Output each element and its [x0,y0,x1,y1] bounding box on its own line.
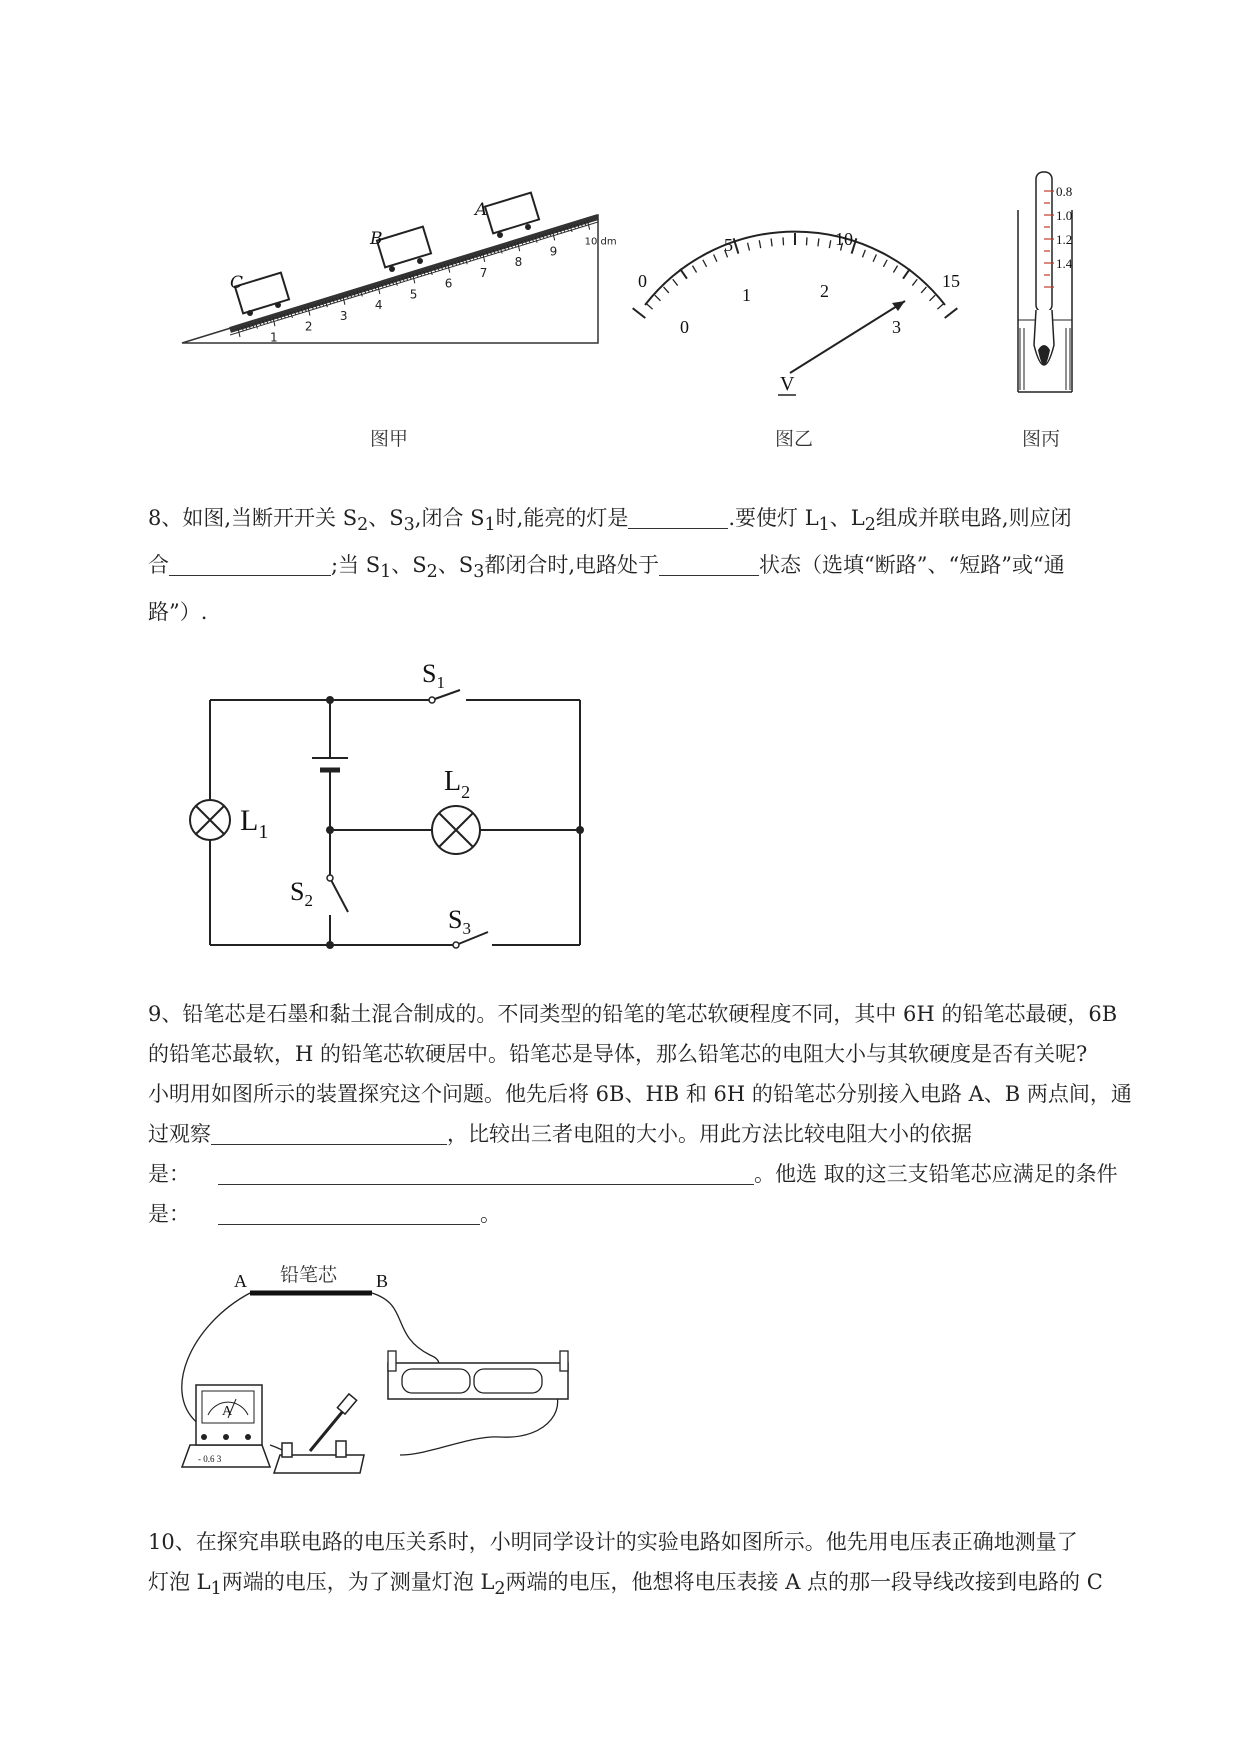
cart-a [485,193,539,238]
meter-tick [873,254,876,261]
meter-tick [937,304,943,309]
lamp-l1 [190,800,230,840]
point-c-label: C [230,273,244,293]
meter-tick [883,260,887,267]
q9-line-6: 是： 。 [148,1202,501,1226]
q8-blank-1[interactable] [628,504,728,529]
question-9 [148,994,1158,1234]
meter-tick [771,238,772,246]
meter-tick [893,266,897,273]
q9-blank-1[interactable] [211,1120,447,1145]
meter-tick [930,295,936,301]
meter-tick [818,238,819,246]
meter-tick [945,308,958,318]
q10-line-2: 灯泡 $L_1$两端的电压，为了测量灯泡 $L_2$两端的电压，他想将电压表接 A 点的那一段导线改接到电路的 C [148,1570,1103,1600]
switch-s2-blade [330,878,348,912]
upper-scale-0: 0 [638,271,647,291]
scale-1-2: 1.2 [1056,232,1073,247]
q8-blank-3[interactable] [659,551,759,576]
cart-b [377,227,431,272]
figure-yi-voltmeter [620,225,980,465]
knife-switch [274,1394,364,1473]
scale-1-0: 1.0 [1056,208,1073,223]
meter-tick [680,269,687,279]
unit-v-label: V [780,373,795,395]
meter-tick [921,287,926,293]
figure-q8-circuit [170,650,610,970]
meter-tick [664,287,669,293]
ruler-number: 1 [269,330,278,345]
ruler-number: 9 [549,244,558,259]
q10-line-1: 10、在探究串联电路的电压关系时，小明同学设计的实验电路如图所示。他先用电压表正确地测量了 [148,1530,1078,1554]
meter-ticks [633,233,958,318]
figure-q9-apparatus [170,1255,610,1485]
question-10 [148,1522,1158,1609]
meter-tick [655,295,661,301]
upper-scale-5: 5 [724,235,733,255]
q8-line-1: 8、如图,当断开开关 $S_2$、$S_3$,闭合 $S_1$时,能亮的灯是 .要使灯 $L_1$、$L_2$组成并联电路,则应闭 [148,506,1072,536]
meter-tick [633,308,646,318]
ruler-number: 6 [444,276,453,291]
lamp-l2 [432,806,480,854]
meter-tick [903,269,910,279]
label-l2: $L_2$ [444,766,471,802]
pencil-lead-label: 铅笔芯 [280,1264,338,1286]
ruler-number: 10 dm [584,236,617,248]
scale-0-8: 0.8 [1056,184,1073,199]
meter-tick [829,240,830,248]
ruler-number: 3 [339,308,348,323]
q8-line-3: 路”）. [148,600,208,625]
meter-tick [759,240,760,248]
label-s1: $S_1$ [422,659,445,692]
lower-scale-0: 0 [680,317,689,337]
q9-blank-2[interactable] [218,1160,754,1185]
q9-line-1: 9、铅笔芯是石墨和黏土混合制成的。不同类型的铅笔的笔芯软硬程度不同，其中 6H 的铅笔芯最硬，6B [148,1002,1118,1026]
q9-line-4: 过观察 ，比较出三者电阻的大小。用此方法比较电阻大小的依据 [148,1122,972,1146]
meter-tick [912,279,917,285]
figure-bing-hydrometer [1000,170,1110,460]
ruler-number: 8 [514,255,523,270]
q9-line-3: 小明用如图所示的装置探究这个问题。他先后将 6B、HB 和 6H 的铅笔芯分别接入电路 A、B 两点间，通 [148,1082,1132,1106]
upper-scale-10: 10 [835,229,853,249]
q9-line-2: 的铅笔芯最软，H 的铅笔芯软硬居中。铅笔芯是导体，那么铅笔芯的电阻大小与其软硬度是否有关呢? [148,1042,1088,1066]
meter-tick [692,266,696,273]
point-b: B [376,1271,389,1291]
q9-blank-3[interactable] [218,1200,480,1225]
question-8 [148,498,1158,632]
ruler-number: 7 [479,265,488,280]
meter-tick [748,243,750,251]
meter-needle [790,301,905,373]
meter-tick [673,279,678,285]
point-a: A [234,1271,247,1291]
meter-tick [647,304,653,309]
caption-jia: 图甲 [370,428,409,450]
q9-line-5: 是： 。他选 取的这三支铅笔芯应满足的条件 [148,1162,1118,1186]
needle-arrowhead [892,301,905,311]
upper-scale-15: 15 [942,271,960,291]
meter-tick [714,254,717,261]
cart-c [235,273,289,316]
q8-blank-2[interactable] [169,551,331,576]
ruler-number: 2 [304,319,313,334]
ammeter-symbol: A [222,1404,233,1419]
scale-1-4: 1.4 [1056,256,1073,271]
caption-yi: 图乙 [775,428,814,450]
ruler-number: 5 [409,287,418,302]
lower-scale-2: 2 [820,281,829,301]
point-b-label: B [370,229,383,249]
label-l1: $L_1$ [240,804,269,843]
battery-holder [388,1351,568,1399]
ruler-number: 4 [374,298,383,313]
ammeter-terminals: - 0.6 3 [198,1454,222,1464]
label-s3: $S_3$ [448,905,471,938]
lower-scale-1: 1 [742,285,751,305]
ammeter [182,1385,270,1467]
point-a-label: A [475,200,488,220]
meter-tick [862,250,865,257]
figure-jia-incline [170,185,617,465]
q8-line-2: 合 ;当 $S_1$、$S_2$、$S_3$都闭合时,电路处于 状态（选填“断路”、“短路”或“通 [148,553,1065,583]
meter-tick [703,260,707,267]
lower-scale-3: 3 [892,317,901,337]
label-s2: $S_2$ [290,877,313,910]
caption-bing: 图丙 [1022,428,1061,450]
